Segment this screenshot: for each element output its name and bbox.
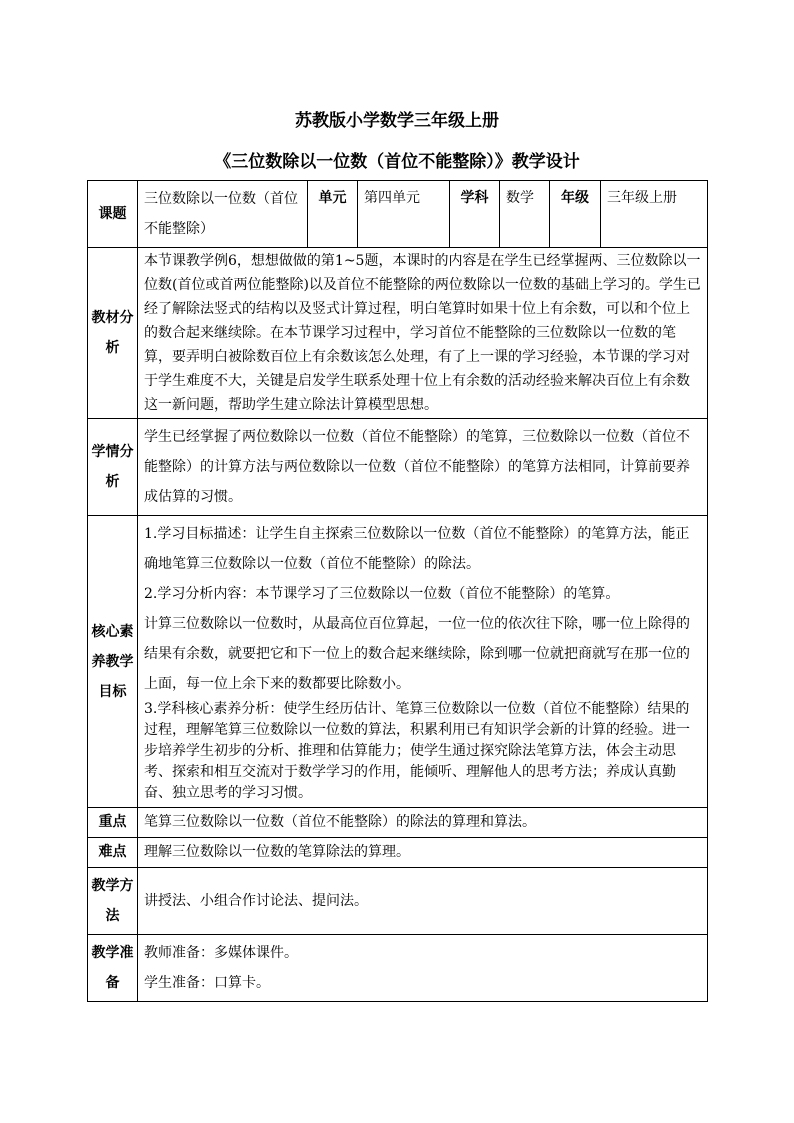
core-goals-row	[88, 516, 708, 808]
preparation-row	[88, 935, 708, 1002]
document-title: 苏教版小学数学三年级上册	[295, 111, 499, 131]
goal-paragraph-2: 2.学习分析内容：本节课学习了三位数除以一位数（首位不能整除）的笔算。	[144, 586, 620, 602]
topic-value: 三位数除以一位数（首位不能整除）	[138, 181, 308, 248]
method-row	[88, 868, 708, 935]
teacher-preparation: 教师准备：多媒体课件。	[144, 945, 298, 961]
learner-analysis-label: 学情分析	[88, 419, 138, 516]
textbook-analysis-label: 教材分析	[88, 248, 138, 419]
textbook-analysis-row	[88, 248, 708, 419]
difficulty-row	[88, 838, 708, 868]
student-preparation: 学生准备：口算卡。	[144, 975, 270, 991]
learner-analysis-row	[88, 419, 708, 516]
preparation-content	[138, 935, 708, 1002]
subject-value: 数学	[500, 181, 550, 248]
core-goals-label: 核心素养教学目标	[88, 516, 138, 808]
method-text: 讲授法、小组合作讨论法、提问法。	[138, 868, 708, 935]
key-point-row	[88, 808, 708, 838]
goal-paragraph-4: 3.学科核心素养分析：使学生经历估计、笔算三位数除以一位数（首位不能整除）结果的过程，理解笔算三位数除以一位数的算法，积累利用已有知识学会新的计算的经验。进一步培养学生初步的分析、推理和估算能力；使学生通过探究除法笔算方法，体会主动思考、探索和相互交流对于数学学习的作用，能倾听、理解他人的思考方法；养成认真勤奋、独立思考的学习习惯。	[144, 701, 690, 801]
key-point-label: 重点	[88, 808, 138, 838]
topic-label: 课题	[88, 181, 138, 248]
method-label: 教学方法	[88, 868, 138, 935]
difficulty-label: 难点	[88, 838, 138, 868]
core-goals-content	[138, 516, 708, 808]
difficulty-text: 理解三位数除以一位数的笔算除法的算理。	[138, 838, 708, 868]
grade-label: 年级	[550, 181, 601, 248]
unit-label: 单元	[308, 181, 358, 248]
key-point-text: 笔算三位数除以一位数（首位不能整除）的除法的算理和算法。	[138, 808, 708, 838]
textbook-analysis-text: 本节课教学例6，想想做做的第1~5题，本课时的内容是在学生已经掌握两、三位数除以一位数(首位或首两位能整除)以及首位不能整除的两位数除以一位数的基础上学习的。学生已经了解除法竖式的结构以及竖式计算过程，明白笔算时如果十位上有余数，可以和个位上的数合起来继续除。在本节课学习过程中，学习首位不能整除的三位数除以一位数的笔算，要弄明白被除数百位上有余数该怎么处理，有了上一课的学习经验，本节课的学习对于学生难度不大，关键是启发学生联系处理十位上有余数的活动经验来解决百位上有余数这一新问题，帮助学生建立除法计算模型思想。	[138, 248, 708, 419]
subject-label: 学科	[450, 181, 500, 248]
goal-paragraph-3: 计算三位数除以一位数时，从最高位百位算起，一位一位的依次往下除，哪一位上除得的结果有余数，就要把它和下一位上的数合起来继续除，除到哪一位就把商就写在那一位的上面，每一位上余下来的数都要比除数小。	[144, 616, 690, 692]
document-subtitle: 《三位数除以一位数（首位不能整除）》教学设计	[214, 152, 580, 172]
preparation-label: 教学准备	[88, 935, 138, 1002]
lesson-plan-table	[87, 180, 708, 1002]
goal-paragraph-1: 1.学习目标描述：让学生自主探索三位数除以一位数（首位不能整除）的笔算方法，能正确地笔算三位数除以一位数（首位不能整除）的除法。	[144, 526, 690, 572]
info-row	[88, 181, 708, 248]
unit-value: 第四单元	[358, 181, 450, 248]
grade-value: 三年级上册	[601, 181, 708, 248]
learner-analysis-text: 学生已经掌握了两位数除以一位数（首位不能整除）的笔算，三位数除以一位数（首位不能整除）的计算方法与两位数除以一位数（首位不能整除）的笔算方法相同，计算前要养成估算的习惯。	[138, 419, 708, 516]
